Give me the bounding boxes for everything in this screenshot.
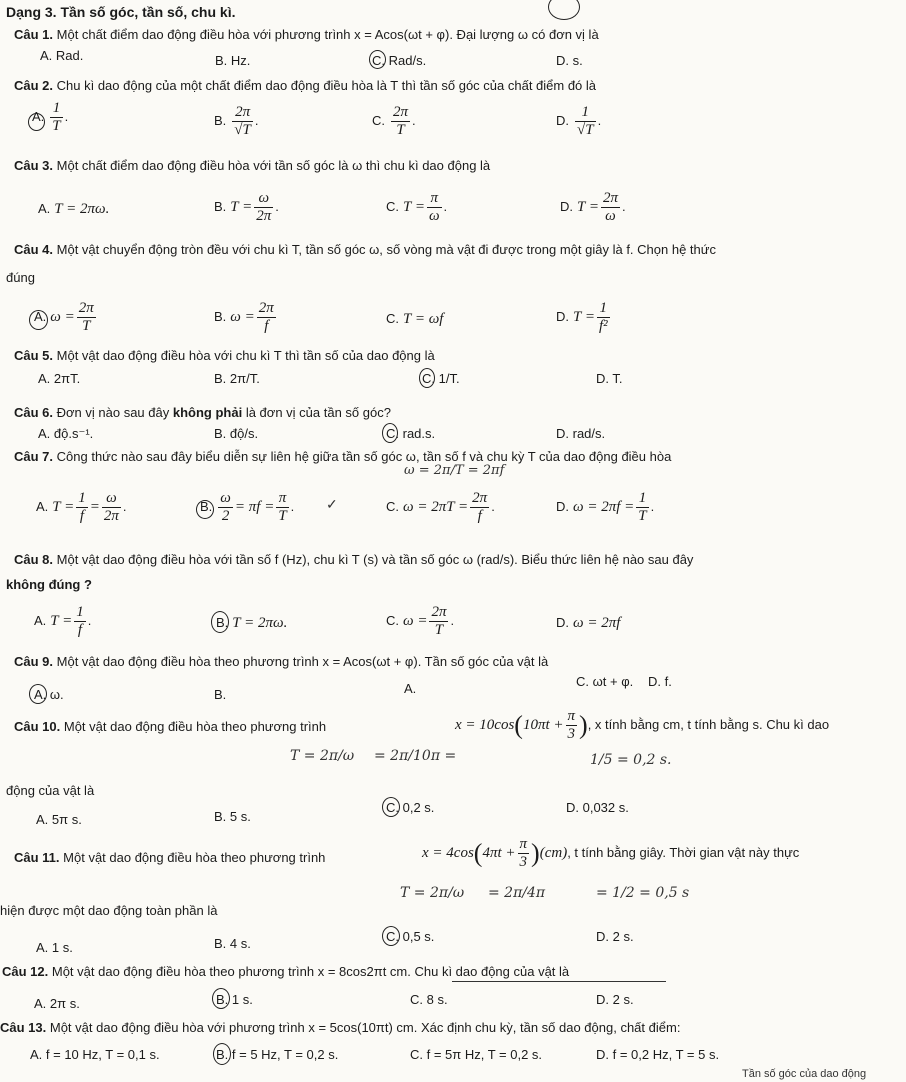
q1-option-a[interactable]: A. Rad.: [40, 48, 84, 63]
q10-eq-head: x = 10cos: [455, 716, 515, 733]
q9-stem: [14, 654, 548, 670]
q2-text: Chu kì dao động của một chất điểm dao động điều hòa là T thì tần số góc của chất điểm đó là: [56, 78, 597, 93]
q11-handwriting-3: = 1/2 = 0,5 s: [596, 885, 690, 901]
q3-stem: [14, 158, 490, 174]
q2-d-label: D.: [556, 112, 569, 128]
q5-number: Câu 5.: [14, 348, 54, 363]
q6-option-c[interactable]: C. rad.s.: [386, 426, 436, 441]
q2-stem: [14, 78, 596, 94]
q9-option-c[interactable]: C. ωt + φ.: [576, 674, 634, 689]
q10-option-d[interactable]: D. 0,032 s.: [566, 800, 629, 815]
q10-handwriting-3: 1/5 = 0,2 s.: [590, 752, 672, 768]
q11-equation: x = 4cos(4πt + $\frac{\pi}{3}$ )(cm), t tính bằng giây. Thời gian vật này thực: [422, 836, 800, 870]
q10-option-a[interactable]: A. 5π s.: [36, 812, 82, 827]
q4-text-line2: đúng: [6, 270, 35, 285]
q11-handwriting-2: = 2π/4π: [488, 885, 546, 901]
q4-b-fraction: $\frac{2\pi}{f}$: [258, 300, 274, 334]
q9-option-b[interactable]: B.: [214, 687, 227, 702]
q13-option-a[interactable]: A. f = 10 Hz, T = 0,1 s.: [30, 1047, 160, 1062]
q11-text-line2: hiện được một dao động toàn phần là: [0, 903, 218, 918]
q3-option-a[interactable]: [38, 201, 109, 218]
q1-stem: [14, 27, 599, 43]
q7-d-label: D.: [556, 498, 569, 514]
q7-text: Công thức nào sau đây biểu diễn sự liên hệ giữa tần số góc ω, tần số f và chu kỳ T của dao động điều hòa: [56, 449, 672, 464]
q6-stem: [14, 405, 391, 421]
q12-underline: [452, 981, 666, 982]
corner-circle-mark: [548, 0, 580, 20]
q3-c-eq: T =: [403, 198, 425, 215]
q12-option-d[interactable]: D. 2 s.: [596, 992, 634, 1007]
q3-a-label: A.: [38, 201, 51, 216]
q4-option-b[interactable]: [214, 300, 278, 335]
q1-number: Câu 1.: [14, 27, 54, 42]
q8-answer-circle: [211, 611, 229, 633]
q11-option-c[interactable]: C. 0,5 s.: [386, 929, 435, 944]
q12-option-b[interactable]: B. 1 s.: [216, 992, 253, 1007]
q12-text: Một vật dao động điều hòa theo phương trình x = 8cos2πt cm. Chu kì dao động của vật là: [51, 964, 570, 979]
q7-handwriting: ω = 2π/T = 2πf: [404, 463, 505, 478]
q10-number: Câu 10.: [14, 719, 61, 734]
q7-a-frac2: $\frac{\omega}{2\pi}$: [103, 490, 119, 524]
q2-option-c[interactable]: C. $\frac{2\pi}{T}$ .: [372, 104, 416, 138]
q7-number: Câu 7.: [14, 449, 54, 464]
q10-eq-arg: 10πt +: [522, 716, 564, 733]
q9-option-a[interactable]: A. ω.: [34, 687, 64, 702]
section-header: Dạng 3. Tần số góc, tần số, chu kì.: [6, 4, 236, 20]
q3-d-fraction: $\frac{2\pi}{\omega}$: [602, 190, 618, 224]
q10-eq-frac: $\frac{\pi}{3}$: [567, 708, 576, 742]
q3-option-d[interactable]: D. T = $\frac{2\pi}{\omega}$ .: [560, 190, 626, 224]
q11-handwriting-1: T = 2π/ω: [400, 885, 465, 901]
q11-eq-head: x = 4cos: [422, 844, 474, 861]
q7-b-mid: = πf =: [234, 498, 275, 515]
q7-a-frac1: $\frac{1}{f}$: [78, 490, 86, 524]
q12-stem: [2, 964, 569, 980]
q4-number: Câu 4.: [14, 242, 54, 257]
q3-a-expr: T = 2πω.: [54, 201, 110, 217]
q11-option-b[interactable]: B. 4 s.: [214, 936, 251, 951]
q10-option-b[interactable]: B. 5 s.: [214, 809, 251, 824]
q8-a-eq: T =: [50, 612, 73, 629]
q9-option-a-duplicate[interactable]: A.: [404, 681, 417, 696]
q4-c-expr: T = ωf: [403, 311, 444, 327]
q7-option-a[interactable]: A. T = $\frac{1}{f}$ = $\frac{\omega}{2\pi}$ .: [36, 490, 127, 524]
q8-c-frac: $\frac{2\pi}{T}$: [431, 604, 447, 638]
q9-text: Một vật dao động điều hòa theo phương trình: [56, 654, 319, 669]
q5-option-b[interactable]: B. 2π/T.: [214, 371, 260, 386]
q7-answer-circle: [196, 500, 214, 519]
q5-option-c[interactable]: C. 1/T.: [422, 371, 460, 386]
q10-equation: x = 10cos(10πt + $\frac{\pi}{3}$ ), x tính bằng cm, t tính bằng s. Chu kì dao: [455, 708, 830, 742]
q4-text: Một vật chuyển động tròn đều với chu kì T, tần số góc ω, số vòng mà vật đi được trong một giây là f. Chọn hệ thức: [56, 242, 716, 257]
q13-answer-circle: [213, 1043, 231, 1065]
q1-text: Một chất điểm dao động điều hòa với phương trình: [56, 27, 351, 42]
q5-stem: [14, 348, 435, 364]
q8-a-label: A.: [34, 612, 47, 628]
q7-checkmark: ✓: [326, 496, 338, 512]
q2-a-label: A.: [32, 108, 45, 124]
q13-text: Một vật dao động điều hòa với phương trình x = 5cos(10πt) cm. Xác định chu kỳ, tần số dao động, chất điểm:: [49, 1020, 681, 1035]
q4-c-label: C.: [386, 311, 399, 326]
q6-emphasis: không phải: [172, 405, 243, 420]
q3-b-eq: T =: [230, 198, 253, 215]
q8-a-frac: $\frac{1}{f}$: [76, 604, 84, 638]
q12-number: Câu 12.: [2, 964, 49, 979]
q3-b-label: B.: [214, 198, 227, 214]
q11-answer-circle: [382, 926, 400, 946]
q5-text: Một vật dao động điều hòa với chu kì T thì tần số của dao động là: [56, 348, 435, 363]
q8-text: Một vật dao động điều hòa với tần số f (Hz), chu kì T (s) và tần số góc ω (rad/s). Biểu thức liên hệ nào sau đây: [56, 552, 694, 567]
q4-b-label: B.: [214, 308, 227, 324]
q5-option-d[interactable]: D. T.: [596, 371, 623, 386]
q3-option-c[interactable]: C. T = $\frac{\pi}{\omega}$ .: [386, 190, 448, 224]
q12-answer-circle: [212, 988, 230, 1009]
q7-c-frac: $\frac{2\pi}{f}$: [472, 490, 488, 524]
q11-number: Câu 11.: [14, 850, 60, 865]
q2-b-fraction: $\frac{2\pi}{√T}$: [234, 104, 251, 138]
q1-option-c[interactable]: C. Rad/s.: [372, 53, 427, 68]
q13-option-c[interactable]: C. f = 5π Hz, T = 0,2 s.: [410, 1047, 543, 1062]
q7-d-frac: $\frac{1}{T}$: [638, 490, 647, 524]
q10-handwriting-1: T = 2π/ω: [290, 748, 355, 764]
q9-formula: x = Acos(ωt + φ): [322, 654, 418, 669]
q7-option-b[interactable]: B. $\frac{\omega}{2}$ = πf = $\frac{\pi}{T}$ .: [200, 490, 295, 524]
q3-c-fraction: $\frac{\pi}{\omega}$: [428, 190, 440, 224]
q8-option-a[interactable]: A. T = $\frac{1}{f}$ .: [34, 604, 92, 638]
q11-text-end: , t tính bằng giây. Thời gian vật này thực: [567, 844, 800, 860]
q6-text-end: là đơn vị của tần số góc?: [245, 405, 391, 420]
q6-answer-circle: [382, 423, 398, 443]
q11-option-d[interactable]: D. 2 s.: [596, 929, 634, 944]
q11-eq-unit: (cm): [539, 844, 568, 861]
q4-d-label: D.: [556, 308, 569, 324]
q7-option-d[interactable]: D. ω = 2πf = $\frac{1}{T}$ .: [556, 490, 655, 524]
q10-text-line2: động của vật là: [6, 783, 95, 798]
q7-c-eq: ω = 2πT =: [403, 498, 469, 515]
q8-option-c[interactable]: C. ω = $\frac{2\pi}{T}$ .: [386, 604, 455, 638]
q12-option-a[interactable]: A. 2π s.: [34, 996, 80, 1011]
q1-answer-circle: [369, 50, 386, 69]
q3-b-fraction: $\frac{\omega}{2\pi}$: [256, 190, 272, 224]
q2-option-b[interactable]: B. $\frac{2\pi}{√T}$ .: [214, 104, 259, 138]
q2-b-label: B.: [214, 112, 227, 128]
q4-d-fraction: $\frac{1}{\text{f²}}$: [598, 300, 608, 334]
q7-d-eq: ω = 2πf =: [573, 498, 635, 515]
q1-option-d[interactable]: D. s.: [556, 53, 583, 68]
q4-a-eq: ω =: [50, 308, 75, 325]
q7-a-eq2: =: [89, 498, 100, 515]
q8-option-d[interactable]: [556, 615, 620, 632]
q7-option-c[interactable]: C. ω = 2πT = $\frac{2\pi}{f}$ .: [386, 490, 495, 524]
q9-option-d[interactable]: D. f.: [648, 674, 672, 689]
q13-option-b[interactable]: B. f = 5 Hz, T = 0,2 s.: [216, 1047, 339, 1062]
q9-text-end: . Tần số góc của vật là: [417, 654, 549, 669]
q5-answer-circle: [419, 368, 435, 388]
q2-number: Câu 2.: [14, 78, 54, 93]
q7-b-frac1: $\frac{\omega}{2}$: [220, 490, 231, 524]
q10-option-c[interactable]: C. 0,2 s.: [386, 800, 435, 815]
q8-b-label: B.: [216, 615, 229, 630]
q3-option-b[interactable]: B. T = $\frac{\omega}{2\pi}$ .: [214, 190, 279, 224]
q6-option-a[interactable]: A. độ.s⁻¹.: [38, 426, 94, 441]
q8-d-expr: ω = 2πf: [573, 615, 621, 631]
q7-b-label: B.: [200, 498, 213, 514]
q9-answer-circle: [29, 684, 47, 704]
next-question-fragment: Tần số góc của dao động: [742, 1068, 867, 1080]
q10-stem: [14, 719, 326, 735]
q1-option-b[interactable]: B. Hz.: [215, 53, 251, 68]
q7-c-label: C.: [386, 498, 399, 514]
q8-d-label: D.: [556, 615, 569, 630]
q1-formula: x = Acos(ωt + φ): [354, 27, 450, 42]
q10-text: Một vật dao động điều hòa theo phương trình: [63, 719, 327, 734]
q8-c-label: C.: [386, 612, 399, 628]
q3-c-label: C.: [386, 198, 399, 214]
q7-a-label: A.: [36, 498, 49, 514]
q2-option-d[interactable]: D. $\frac{1}{√T}$ .: [556, 104, 602, 138]
q4-a-fraction: $\frac{2\pi}{T}$: [78, 300, 94, 334]
q2-d-fraction: $\frac{1}{√T}$: [577, 104, 594, 138]
q10-answer-circle: [382, 797, 400, 817]
q8-text-line2: không đúng ?: [6, 577, 92, 592]
q1-text-end: . Đại lượng ω có đơn vị là: [449, 27, 599, 42]
q11-stem: [14, 850, 325, 866]
q4-b-eq: ω =: [230, 308, 255, 325]
q12-option-c[interactable]: C. 8 s.: [410, 992, 448, 1007]
q6-number: Câu 6.: [14, 405, 54, 420]
q3-text: Một chất điểm dao động điều hòa với tần số góc là ω thì chu kì dao động là: [56, 158, 491, 173]
q8-b-expr: T = 2πω.: [232, 615, 288, 631]
q11-text: Một vật dao động điều hòa theo phương trình: [63, 850, 326, 865]
q6-option-d[interactable]: D. rad/s.: [556, 426, 606, 441]
q8-stem: [14, 552, 693, 568]
q7-a-eq: T =: [52, 498, 75, 515]
q4-option-d[interactable]: [556, 300, 612, 335]
q3-d-label: D.: [560, 198, 573, 214]
q11-eq-frac: $\frac{\pi}{3}$: [519, 836, 528, 870]
q2-option-a[interactable]: A. $\frac{1}{T}$ .: [32, 100, 69, 134]
q4-stem: [14, 242, 716, 258]
q8-c-eq: ω =: [403, 612, 428, 629]
q3-d-eq: T =: [577, 198, 599, 215]
q2-c-fraction: $\frac{2\pi}{T}$: [393, 104, 409, 138]
q7-stem: [14, 449, 671, 465]
q5-option-a[interactable]: A. 2πT.: [38, 371, 81, 386]
q4-answer-circle: [29, 310, 48, 330]
q2-answer-circle: [28, 113, 45, 131]
q6-text: Đơn vị nào sau đây: [56, 405, 170, 420]
q6-option-b[interactable]: B. độ/s.: [214, 426, 259, 441]
q4-a-label: A.: [34, 308, 47, 324]
q13-number: Câu 13.: [0, 1020, 47, 1035]
q4-d-eq: T =: [573, 308, 595, 325]
q9-number: Câu 9.: [14, 654, 54, 669]
q3-number: Câu 3.: [14, 158, 54, 173]
q10-handwriting-2: = 2π/10π =: [374, 748, 457, 764]
q13-option-d[interactable]: D. f = 0,2 Hz, T = 5 s.: [596, 1047, 720, 1062]
q8-number: Câu 8.: [14, 552, 54, 567]
q2-c-label: C.: [372, 112, 385, 128]
q11-eq-arg: 4πt +: [482, 844, 516, 861]
q11-option-a[interactable]: A. 1 s.: [36, 940, 73, 955]
q4-option-c[interactable]: [386, 311, 443, 328]
q2-a-fraction: $\frac{1}{T}$: [52, 100, 61, 134]
q13-stem: [0, 1020, 680, 1036]
q7-b-frac2: $\frac{\pi}{T}$: [278, 490, 287, 524]
q10-text-end: , x tính bằng cm, t tính bằng s. Chu kì dao: [587, 716, 830, 732]
